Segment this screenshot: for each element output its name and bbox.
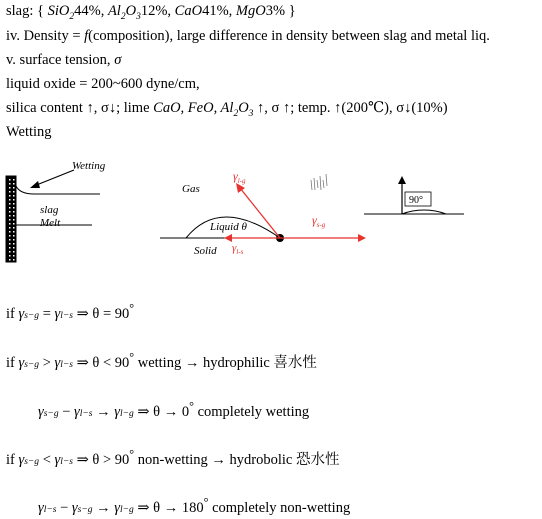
eq4-deg: ° (129, 447, 135, 461)
eq5-rhs: γ (71, 499, 78, 516)
eq1-result: ⇒ θ = 90 (72, 305, 130, 322)
lime-sub2: 3 (248, 108, 254, 119)
wall-slag-label: slag (40, 204, 59, 216)
eq4-result: ⇒ θ > 90 (72, 451, 130, 468)
eq2-deg: ° (129, 350, 135, 364)
wetting-arrow-head (30, 181, 40, 188)
gamma-sg-label (312, 213, 326, 229)
eq2-lhs-sub: s−g (24, 359, 40, 370)
eq3-result: ⇒ θ → 0 (133, 403, 190, 420)
eq1-lhs-sub: s−g (24, 310, 40, 321)
right-angle-drop (402, 210, 446, 214)
gamma-lg-label (233, 169, 246, 185)
eq2-rhs-sub: l−s (60, 359, 73, 370)
eq1-rhs: γ (54, 305, 61, 322)
lime-sub1: 2 (233, 108, 239, 119)
cao-pct: 41%, (202, 3, 236, 19)
lime-formulas: CaO, FeO, Al (153, 100, 234, 116)
eq5-mid-sub: l−g (119, 504, 134, 515)
gamma-sg-arrow-head (358, 234, 366, 242)
wall-wetting-label: Wetting (72, 160, 106, 172)
sio2-pct: 44%, (74, 3, 108, 19)
gamma-ls-label (232, 242, 244, 256)
al2o3-formula: Al (107, 3, 121, 19)
eq2-lhs: γ (18, 354, 25, 371)
eq3-lhs-sub: s−g (43, 408, 59, 419)
density-post: (composition), large difference in density between slag and metal liq. (88, 28, 490, 44)
eq5-op: − (56, 499, 72, 516)
sio2-formula: SiO (47, 3, 70, 19)
sio2-sub: 2 (69, 11, 75, 22)
equation-5 (38, 493, 350, 519)
eq2-rhs: γ (54, 354, 61, 371)
eq4-prefix: if (6, 451, 19, 468)
surface-tension-label: v. surface tension, (6, 52, 115, 68)
eq3-op: − (58, 403, 75, 420)
wetting-arrow-line (34, 170, 74, 186)
eq3-mid-sub: l−g (119, 408, 134, 419)
eq4-text: non-wetting → hydrobolic 恐水性 (134, 451, 340, 468)
wall-melt-label: Melt (40, 217, 61, 229)
mgo-pct: 3% } (265, 3, 296, 19)
eq5-result: ⇒ θ → 180 (133, 499, 204, 516)
eq2-text: wetting → hydrophilic 喜水性 (134, 354, 317, 371)
surface-tension-line (6, 51, 121, 69)
gamma-lg-symbol: γ (233, 169, 238, 183)
eq4-lhs-sub: s−g (24, 456, 40, 467)
al2o3-pct: 12%, (140, 3, 175, 19)
mgo-formula: MgO (235, 3, 266, 19)
eq5-text: completely non-wetting (208, 499, 351, 516)
al2o3-sub2: 3 (136, 11, 141, 22)
eq3-arrow: → (92, 403, 115, 420)
eq2-result: ⇒ θ < 90 (72, 354, 130, 371)
eq3-mid: γ (114, 403, 120, 420)
gamma-ls-sub: l-s (236, 248, 244, 256)
eq4-lhs: γ (18, 451, 25, 468)
eq3-deg: ° (189, 399, 194, 413)
liquid-oxide-line: liquid oxide = 200~600 dyne/cm, (6, 76, 200, 92)
silica-post: ↑, σ ↑; temp. ↑(200℃), σ↓(10%) (253, 100, 448, 116)
equation-4 (6, 445, 340, 471)
wetting-heading: Wetting (6, 124, 52, 140)
drop-gas-label: Gas (182, 183, 200, 195)
eq5-arrow: → (92, 499, 115, 516)
lime-o: O (238, 100, 249, 116)
eq2-op: > (39, 354, 55, 371)
eq1-deg: ° (129, 301, 135, 315)
eq1-lhs: γ (18, 305, 25, 322)
wall-wetting-figure (0, 150, 130, 270)
eq1-prefix: if (6, 305, 19, 322)
eq3-rhs-sub: l−s (79, 408, 93, 419)
gamma-lg-sub: l-g (237, 177, 246, 185)
eq5-lhs: γ (38, 499, 44, 516)
equation-1 (6, 299, 134, 325)
eq3-text: completely wetting (193, 403, 310, 420)
scribble-mark (308, 172, 332, 194)
al2o3-o: O (125, 3, 137, 19)
gamma-ls-arrow-head (224, 234, 232, 242)
eq3-lhs: γ (38, 403, 44, 420)
equation-2 (6, 348, 317, 374)
right-angle-arrow-head (398, 176, 406, 184)
eq5-mid: γ (114, 499, 120, 516)
slag-composition-line (6, 2, 296, 26)
cao-formula: CaO (174, 3, 203, 19)
eq4-rhs-sub: l−s (60, 456, 73, 467)
wall-hatch (6, 176, 16, 262)
gamma-sg-symbol: γ (312, 213, 317, 227)
density-pre: iv. Density = (6, 28, 85, 44)
equation-3 (38, 397, 309, 423)
eq5-rhs-sub: s−g (77, 504, 93, 515)
droplet-force-figure (160, 160, 370, 260)
right-angle-figure (360, 172, 470, 222)
sigma-symbol: σ (114, 52, 122, 68)
gamma-sg-sub: s-g (316, 221, 326, 229)
density-f: f (84, 28, 89, 44)
eq3-rhs: γ (74, 403, 80, 420)
eq2-prefix: if (6, 354, 19, 371)
slag-meniscus (16, 186, 100, 194)
eq4-rhs: γ (54, 451, 61, 468)
eq5-lhs-sub: l−s (43, 504, 57, 515)
drop-solid-label: Solid (194, 245, 217, 257)
eq1-rhs-sub: l−s (60, 310, 73, 321)
eq5-deg: ° (203, 495, 209, 509)
silica-content-line (6, 99, 448, 123)
al2o3-sub1: 2 (120, 11, 126, 22)
angle-label: 90° (409, 195, 423, 206)
drop-liquid-label: Liquid θ (210, 221, 247, 233)
eq4-op: < (39, 451, 55, 468)
slag-label: slag: { (6, 3, 48, 19)
eq1-op: = (39, 305, 55, 322)
gamma-ls-symbol: γ (232, 242, 237, 254)
density-line (6, 27, 490, 45)
silica-pre: silica content ↑, σ↓; lime (6, 100, 154, 116)
